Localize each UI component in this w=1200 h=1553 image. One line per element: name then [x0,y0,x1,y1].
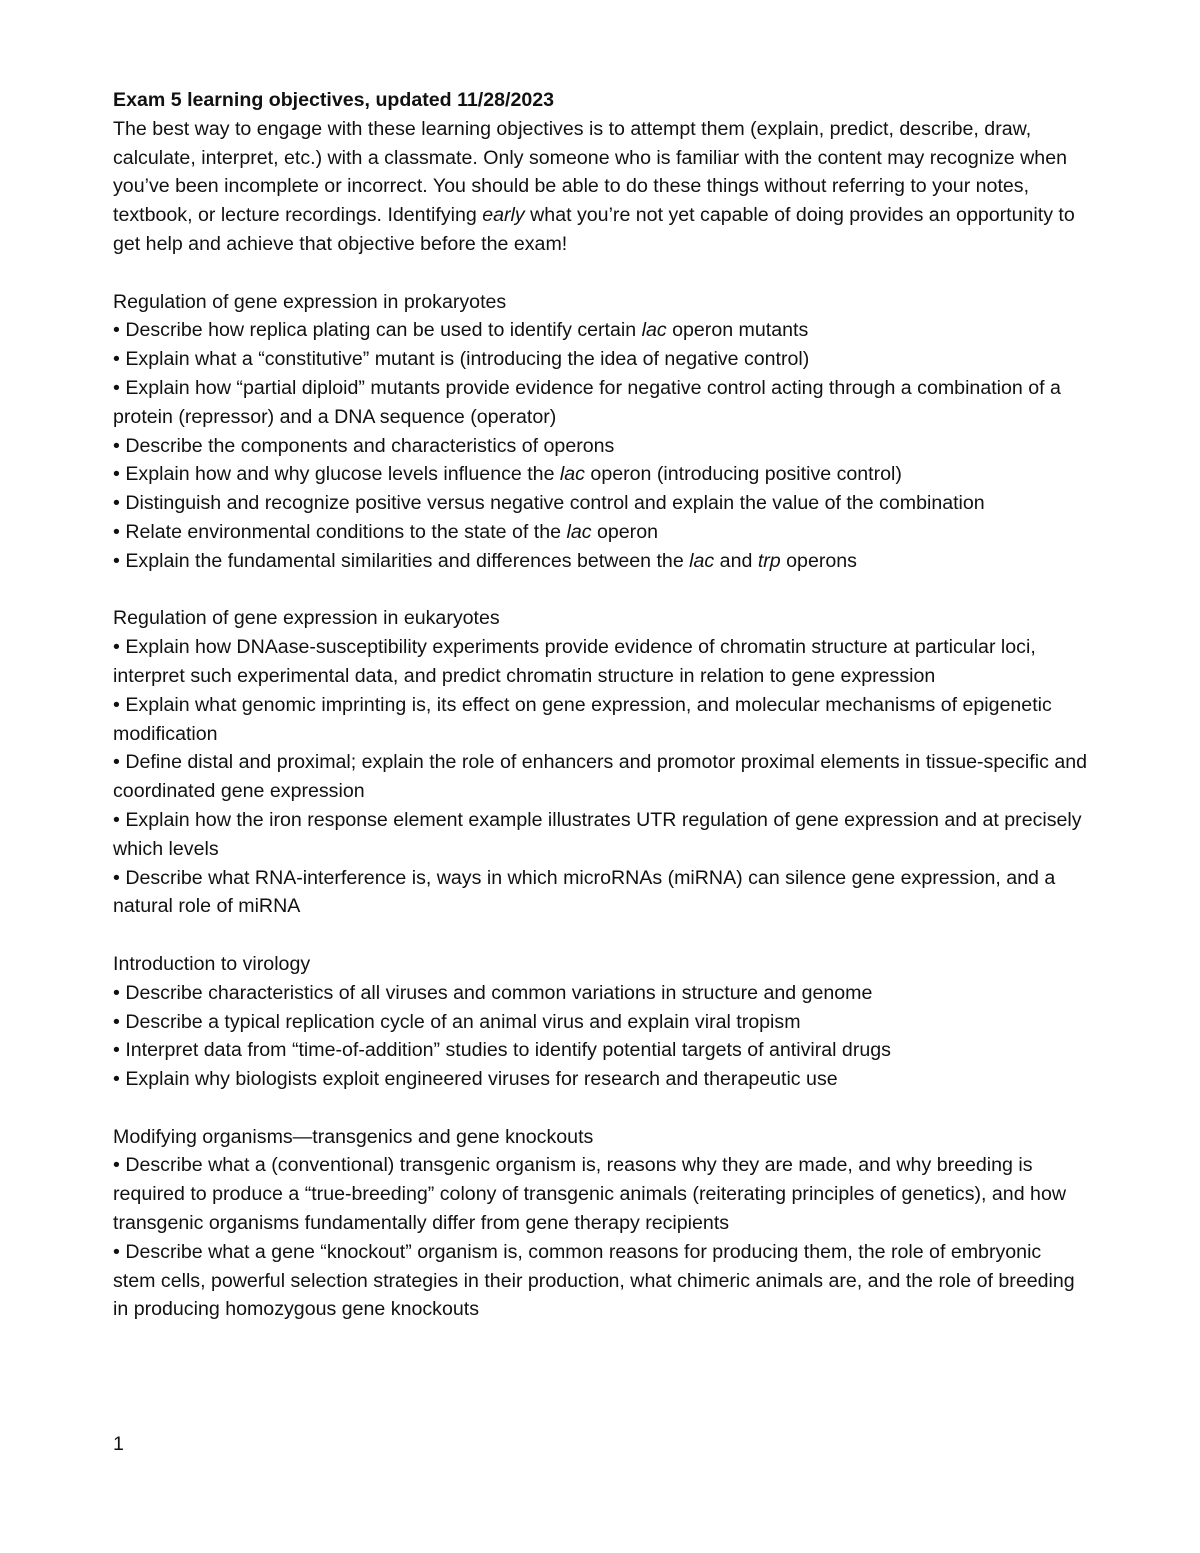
objectives-section [113,604,1088,921]
objective-item [113,518,1088,547]
objective-text: Describe what a (conventional) transgenic organism is, reasons why they are made, and why breeding is required to produce a “true-breeding” colony of transgenic animals (reiterating principles of genetics), and how transgenic organisms fundamentally differ from gene therapy recipients [113,1154,1066,1235]
objective-text: Explain why biologists exploit engineered viruses for research and therapeutic use [125,1068,838,1091]
bullet-icon: • [113,866,120,889]
objective-item [113,460,1088,489]
objective-text: operon mutants [666,319,809,342]
objective-item [113,547,1088,576]
objective-text: Relate environmental conditions to the state of the [125,520,567,543]
objective-text: Describe characteristics of all viruses and common variations in structure and genome [125,981,873,1004]
intro-emphasis: early [482,204,525,227]
section-heading: Modifying organisms—transgenics and gene knockouts [113,1125,594,1148]
document-page [113,86,1088,1324]
bullet-icon: • [113,463,120,486]
section-heading: Regulation of gene expression in eukaryotes [113,607,500,630]
objective-item [113,1065,1088,1094]
bullet-icon: • [113,434,120,457]
bullet-icon: • [113,636,120,659]
objective-item [113,691,1088,749]
bullet-icon: • [113,693,120,716]
objective-item [113,1238,1088,1324]
objectives-section [113,950,1088,1094]
bullet-icon: • [113,549,120,572]
objective-text: Describe how replica plating can be used to identify certain [125,319,642,342]
bullet-icon: • [113,1039,120,1062]
bullet-icon: • [113,1010,120,1033]
objective-item [113,345,1088,374]
objective-item [113,1036,1088,1065]
objective-item [113,864,1088,922]
bullet-icon: • [113,520,120,543]
intro-text: what you’re not yet capable of doing provides an opportunity to get help and achieve that objective before the exam! [113,204,1075,255]
bullet-icon: • [113,319,120,342]
objective-item [113,1008,1088,1037]
objectives-section [113,1123,1088,1325]
objective-text: Explain how DNAase-susceptibility experiments provide evidence of chromatin structure at particular loci, interpret such experimental data, and predict chromatin structure in relation to gene expression [113,636,1036,687]
bullet-icon: • [113,1240,120,1263]
objective-text: Describe what RNA-interference is, ways in which microRNAs (miRNA) can silence gene expression, and a natural role of miRNA [113,866,1056,918]
bullet-icon: • [113,492,120,515]
intro-paragraph [113,115,1088,259]
objective-text: Explain how “partial diploid” mutants provide evidence for negative control acting through a combination of a protein (repressor) and a DNA sequence (operator) [113,376,1061,428]
objective-item [113,432,1088,461]
objective-text: operon [591,520,658,543]
objective-text: Interpret data from “time-of-addition” studies to identify potential targets of antiviral drugs [125,1039,891,1062]
objective-text: Explain the fundamental similarities and differences between the [125,549,690,572]
document-title: Exam 5 learning objectives, updated 11/28/2023 [113,89,555,111]
bullet-icon: • [113,376,120,399]
intro-text: The best way to engage with these learning objectives is to attempt them (explain, predict, describe, draw, calculate, interpret, etc.) with a classmate. Only someone who is familiar with the content may recognize when you’ve been incomplete or incorrect. You should be able to do these things without referring to your notes, textbook, or lecture recordings. Identifying [113,117,1067,227]
objective-text: Describe what a gene “knockout” organism is, common reasons for producing them, the role of embryonic stem cells, powerful selection strategies in their production, what chimeric animals are, and the role of breeding in producing homozygous gene knockouts [113,1240,1075,1321]
objective-item [113,979,1088,1008]
objective-text: Distinguish and recognize positive versus negative control and explain the value of the combination [125,492,985,515]
objective-item [113,806,1088,864]
objective-item [113,748,1088,806]
italic-term: lac [559,463,585,486]
objective-text: operon (introducing positive control) [584,463,902,486]
objective-text: Describe the components and characteristics of operons [125,434,615,457]
objective-text: Explain what genomic imprinting is, its effect on gene expression, and molecular mechanisms of epigenetic modification [113,693,1052,745]
bullet-icon: • [113,348,120,371]
italic-term: lac [641,319,667,342]
objective-item [113,1151,1088,1237]
objective-text: operons [780,549,857,572]
objectives-sections [113,288,1088,1325]
objective-item [113,489,1088,518]
objectives-section [113,288,1088,576]
objective-text: Explain how the iron response element example illustrates UTR regulation of gene expression and at precisely which levels [113,808,1082,860]
objective-item [113,374,1088,432]
bullet-icon: • [113,981,120,1004]
page-number: 1 [113,1433,124,1455]
objective-text: Explain what a “constitutive” mutant is (introducing the idea of negative control) [125,348,810,371]
objective-text: Describe a typical replication cycle of an animal virus and explain viral tropism [125,1010,801,1033]
bullet-icon: • [113,1154,120,1177]
italic-term: trp [757,549,781,572]
section-heading: Regulation of gene expression in prokaryotes [113,290,507,313]
bullet-icon: • [113,751,120,774]
italic-term: lac [689,549,715,572]
objective-item [113,316,1088,345]
section-heading: Introduction to virology [113,952,311,975]
italic-term: lac [566,520,592,543]
bullet-icon: • [113,808,120,831]
objective-text: and [714,549,758,572]
objective-item [113,633,1088,691]
bullet-icon: • [113,1068,120,1091]
objective-text: Define distal and proximal; explain the role of enhancers and promotor proximal elements in tissue-specific and coordinated gene expression [113,751,1088,803]
objective-text: Explain how and why glucose levels influence the [125,463,560,486]
